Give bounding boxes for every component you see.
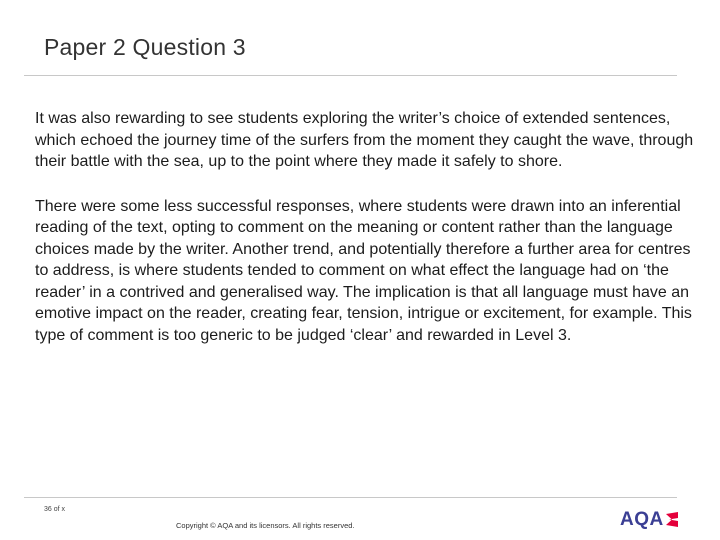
title-divider [24,75,677,76]
logo-text: AQA [620,509,664,530]
aqa-swoosh-icon [665,512,679,528]
footer-divider [24,497,677,498]
slide-body [35,108,695,369]
slide-title: Paper 2 Question 3 [44,34,246,60]
copyright-notice: Copyright © AQA and its licensors. All rights reserved. [176,521,355,530]
paragraph-1: It was also rewarding to see students exploring the writer’s choice of extended sentences, which echoed the journey time of the surfers from the moment they caught the wave, through their battle with the sea, up to the point where they made it safely to shore. [35,110,694,170]
aqa-logo [620,508,682,532]
page-number: 36 of x [44,506,66,513]
paragraph-2: There were some less successful responses, where students were drawn into an inferential reading of the text, opting to comment on the meaning or content rather than the language choices made by the writer. Another trend, and potentially therefore a further area for centres to address, is where students tended to comment on what effect the language had on ‘the reader’ in a contrived and generalised way. The implication is that all language must have an emotive impact on the reader, creating fear, tension, intrigue or excitement, for example. This type of comment is too generic to be judged ‘clear’ and rewarded in Level 3. [35,197,692,344]
